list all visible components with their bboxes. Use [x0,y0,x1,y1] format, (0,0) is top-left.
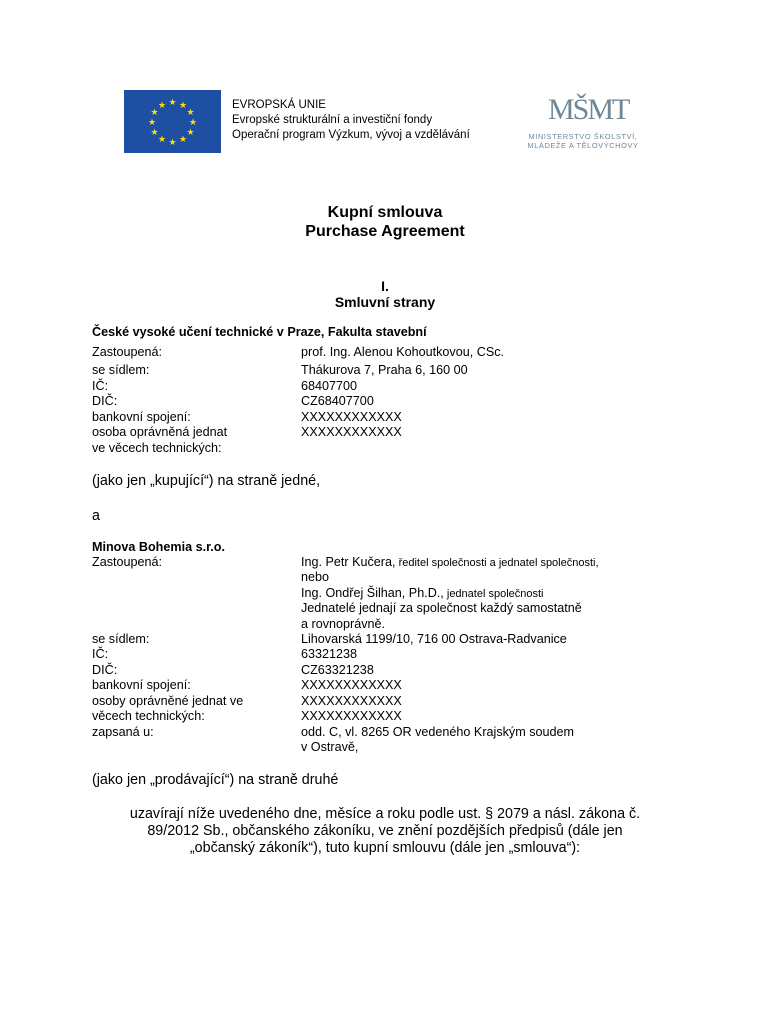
buyer-label: DIČ: [92,394,118,408]
eu-flag-logo [124,90,221,153]
seller-label: osoby oprávněné jednat ve [92,694,244,708]
buyer-closing: (jako jen „kupující“) na straně jedné, [92,473,321,489]
eu-line-2: Evropské strukturální a investiční fondy [232,114,433,126]
seller-value: v Ostravě, [301,740,359,754]
seller-value: 63321238 [301,647,358,661]
seller-label: bankovní spojení: [92,678,191,692]
rep-note-2: a rovnoprávně. [301,617,386,631]
seller-label: DIČ: [92,663,118,677]
conclusion-line-1: uzavírají níže uvedeného dne, měsíce a roku podle ust. § 2079 a násl. zákona č. [129,806,641,822]
svg-text:★: ★ [150,128,159,138]
rep-note-1: Jednatelé jednají za společnost každý samostatně [301,601,582,615]
svg-text:★: ★ [188,118,198,128]
buyer-value: CZ68407700 [301,394,374,408]
rep-2-role: jednatel společnosti [443,588,544,600]
svg-text:★: ★ [186,128,195,138]
buyer-value: 68407700 [301,379,358,393]
section-title: Smluvní strany [334,294,436,310]
conclusion-line-3: „občanský zákoník“), tuto kupní smlouvu (dále jen „smlouva“): [189,840,581,856]
svg-text:★: ★ [150,108,159,118]
seller-value: XXXXXXXXXXXX [301,709,402,723]
buyer-name: České vysoké učení technické v Praze, Fakulta stavební [92,325,427,339]
svg-text:★: ★ [157,135,167,145]
eu-line-1: EVROPSKÁ UNIE [232,99,326,111]
seller-label: věcech technických: [92,709,205,723]
msmt-logo-mark: MŠMT [548,93,629,126]
svg-text:★: ★ [168,138,177,148]
seller-label: se sídlem: [92,632,150,646]
seller-value: XXXXXXXXXXXX [301,694,402,708]
buyer-value: XXXXXXXXXXXX [301,425,402,439]
msmt-sub-2: MLÁDEŽE A TĚLOVÝCHOVY [527,141,639,150]
svg-text:★: ★ [178,101,188,111]
buyer-value: XXXXXXXXXXXX [301,410,402,424]
buyer-value: Thákurova 7, Praha 6, 160 00 [301,363,468,377]
svg-text:★: ★ [186,108,195,118]
seller-value: CZ63321238 [301,663,374,677]
msmt-sub-1: MINISTERSTVO ŠKOLSTVÍ, [528,132,638,141]
buyer-label: IČ: [92,379,109,393]
conclusion-line-2: 89/2012 Sb., občanského zákoníku, ve znění pozdějších předpisů (dále jen [147,823,623,839]
buyer-label: Zastoupená: [92,345,163,359]
seller-rep-label: Zastoupená: [92,555,163,569]
rep-1-role: ředitel společnosti a jednatel společnosti, [395,557,599,569]
buyer-label: bankovní spojení: [92,410,191,424]
seller-label: zapsaná u: [92,725,154,739]
seller-value: Lihovarská 1199/10, 716 00 Ostrava-Radvanice [301,632,567,646]
buyer-label: ve věcech technických: [92,441,222,455]
title-en: Purchase Agreement [305,223,465,240]
eu-line-3: Operační program Výzkum, vývoj a vzdělávání [232,129,470,141]
seller-closing: (jako jen „prodávající“) na straně druhé [92,772,339,788]
svg-text:★: ★ [147,118,157,128]
title-cz: Kupní smlouva [327,204,443,221]
buyer-label: se sídlem: [92,363,150,377]
and-connector: a [92,508,100,524]
seller-label: IČ: [92,647,109,661]
svg-text:★: ★ [157,101,167,111]
seller-value: XXXXXXXXXXXX [301,678,402,692]
buyer-value: prof. Ing. Alenou Kohoutkovou, CSc. [301,345,505,359]
section-number: I. [381,278,389,294]
svg-text:★: ★ [178,135,188,145]
msmt-logo [518,90,648,154]
rep-2-name: Ing. Ondřej Šilhan, Ph.D., [301,586,444,600]
eu-stars-icon [124,90,221,153]
seller-name: Minova Bohemia s.r.o. [92,540,225,554]
rep-1-name: Ing. Petr Kučera, [301,555,396,569]
eu-text-block [232,98,470,143]
svg-text:★: ★ [168,98,177,108]
seller-value: odd. C, vl. 8265 OR vedeného Krajským soudem [301,725,575,739]
rep-or: nebo [301,570,330,584]
buyer-label: osoba oprávněná jednat [92,425,228,439]
